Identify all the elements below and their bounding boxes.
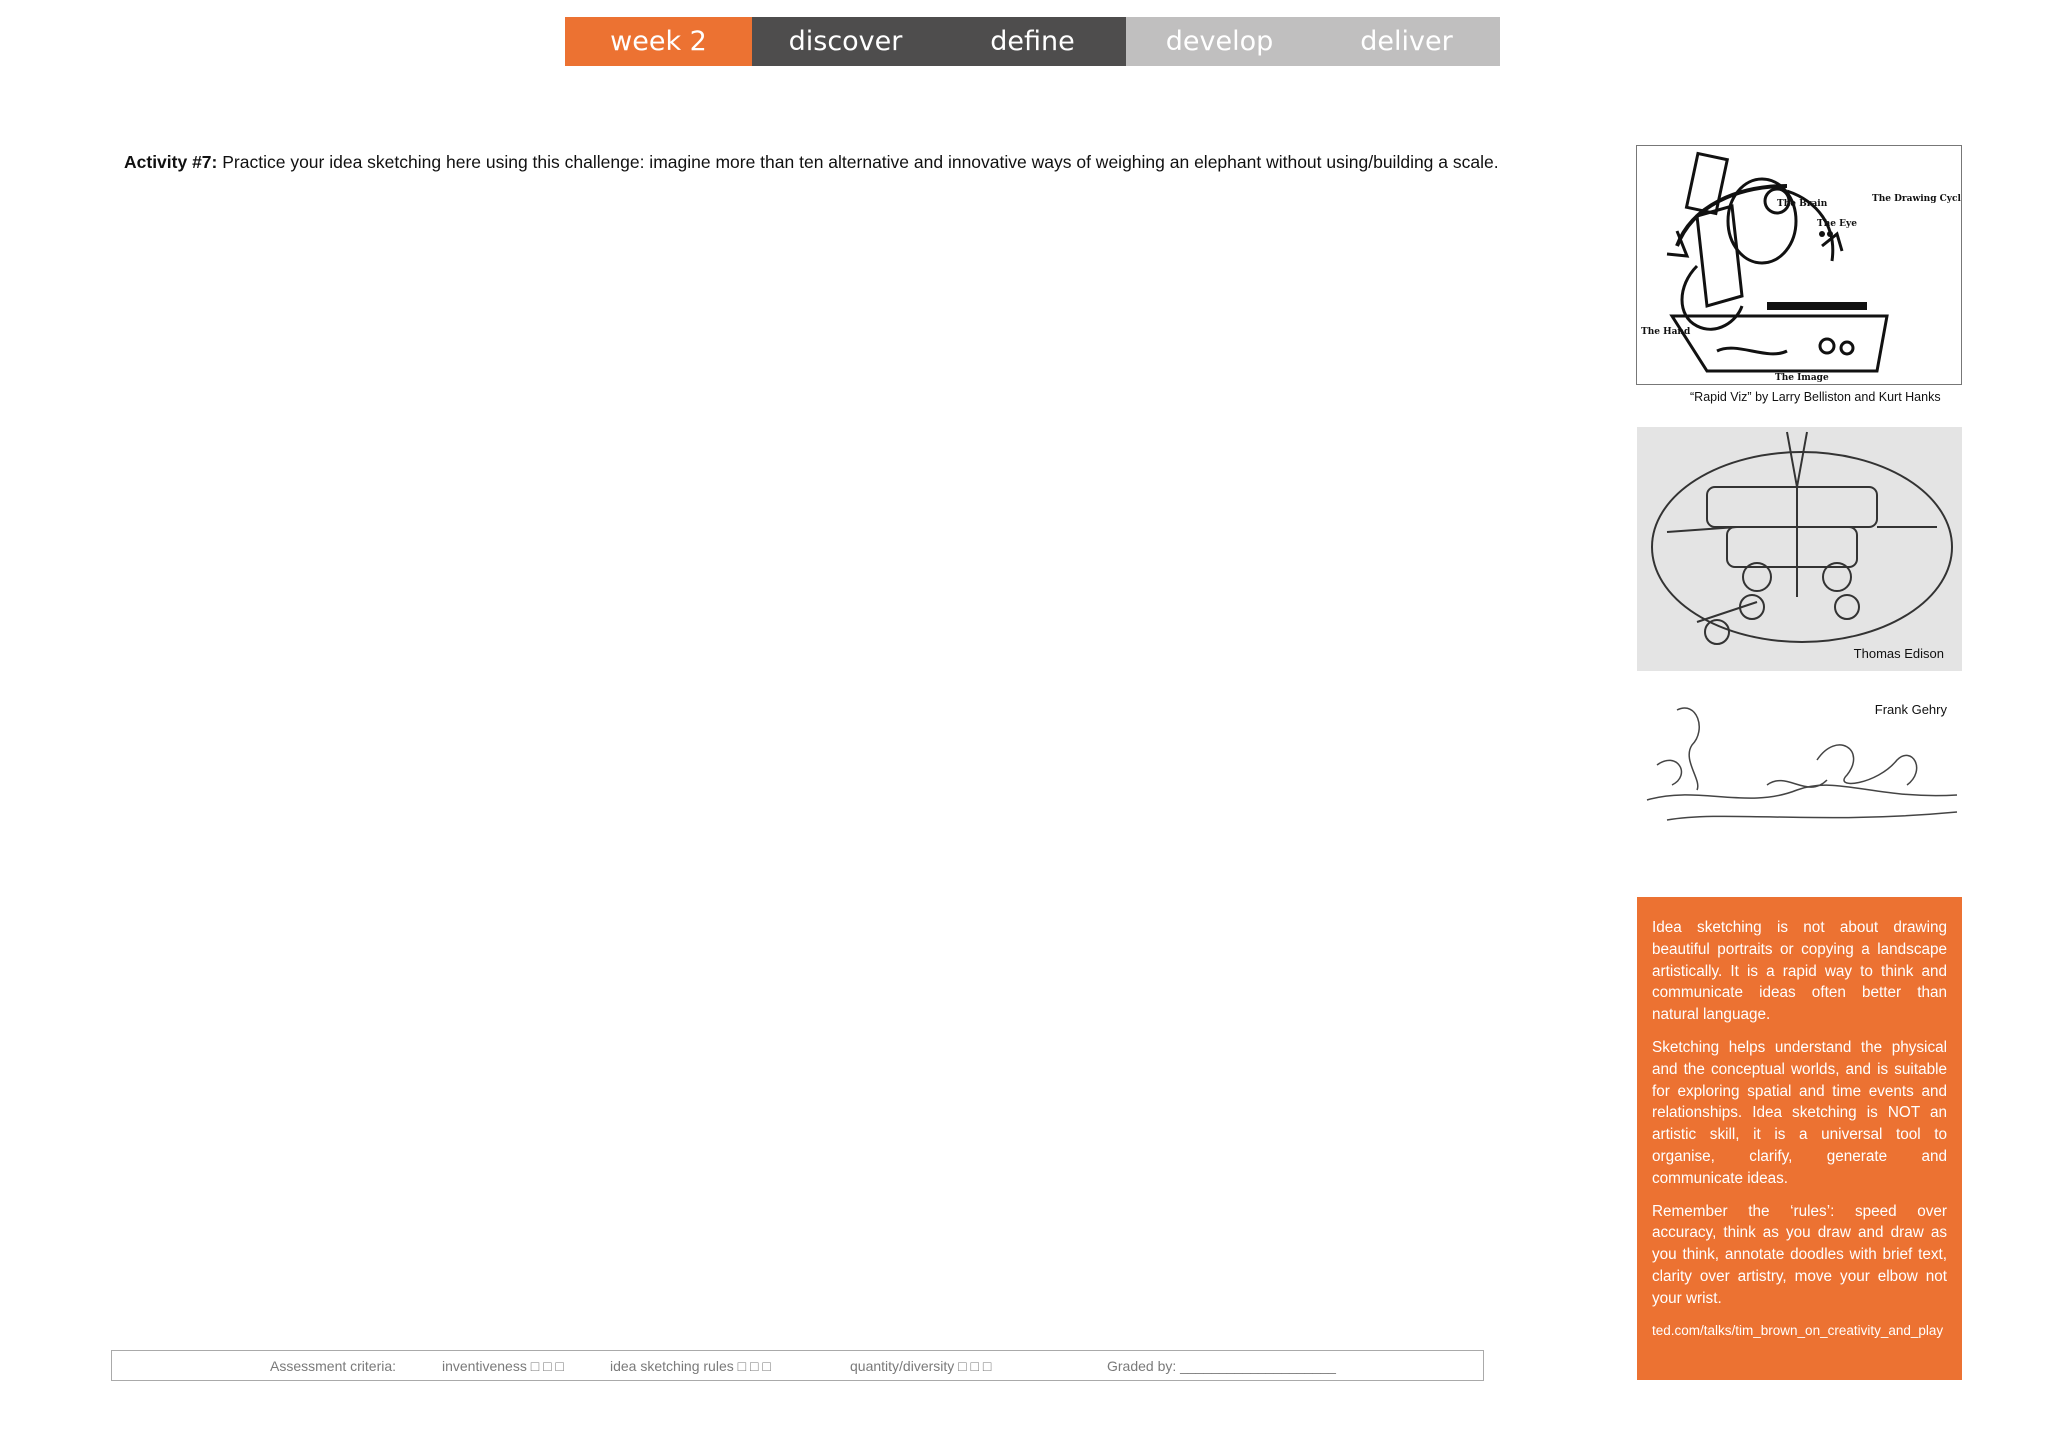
assessment-criteria-bar	[111, 1350, 1484, 1381]
label-eye: The Eye	[1817, 219, 1857, 229]
edison-caption: Thomas Edison	[1853, 646, 1944, 661]
graded-by-field[interactable]: Graded by: ____________________	[1107, 1358, 1336, 1374]
assessment-label: Assessment criteria:	[270, 1358, 397, 1374]
gehry-caption: Frank Gehry	[1874, 702, 1947, 717]
criterion-quantity-diversity[interactable]: quantity/diversity □ □ □	[850, 1358, 992, 1374]
phase-tab-bar	[565, 17, 1500, 66]
tab-deliver[interactable]: deliver	[1313, 17, 1500, 66]
criterion-sketching-rules[interactable]: idea sketching rules □ □ □	[610, 1358, 771, 1374]
info-paragraph: Sketching helps understand the physical and the conceptual worlds, and is suitable for exploring spatial and time events and relationships. Idea sketching is NOT an artistic skill, it is a universal tool to organise, clarify, generate and communicate ideas.	[1652, 1038, 1947, 1187]
activity-text: Practice your idea sketching here using this challenge: imagine more than ten alternative and innovative ways of weighing an elephant without using/building a scale.	[222, 152, 1499, 172]
gehry-sketch-image	[1637, 690, 1962, 840]
drawing-cycle-sketch	[1637, 146, 1961, 384]
tab-define[interactable]: define	[939, 17, 1126, 66]
label-drawing-cycle: The Drawing Cycle	[1872, 194, 1961, 204]
label-hand: The Hand	[1641, 327, 1691, 337]
activity-label: Activity #7:	[124, 152, 218, 172]
label-image: The Image	[1775, 373, 1829, 383]
info-paragraph: Remember the ‘rules’: speed over accuracy, think as you draw and draw as you think, annotate doodles with brief text, clarity over artistry, move your elbow not your wrist.	[1652, 1202, 1947, 1307]
edison-sketch-image	[1637, 427, 1962, 671]
edison-sketch	[1637, 427, 1962, 671]
tab-discover[interactable]: discover	[752, 17, 939, 66]
rapid-viz-caption: “Rapid Viz” by Larry Belliston and Kurt Hanks	[1690, 390, 1941, 404]
info-paragraph: Idea sketching is not about drawing beautiful portraits or copying a landscape artistically. It is a rapid way to think and communicate ideas often better than natural language.	[1652, 919, 1947, 1024]
drawing-cycle-illustration	[1636, 145, 1962, 385]
tab-develop[interactable]: develop	[1126, 17, 1313, 66]
idea-sketching-info-box	[1637, 897, 1962, 1380]
tab-week[interactable]: week 2	[565, 17, 752, 66]
criterion-inventiveness[interactable]: inventiveness □ □ □	[442, 1358, 564, 1374]
activity-instructions	[124, 152, 1499, 173]
label-brain: The Brain	[1777, 199, 1828, 209]
ted-talk-link[interactable]: ted.com/talks/tim_brown_on_creativity_and_play	[1652, 1322, 1944, 1338]
